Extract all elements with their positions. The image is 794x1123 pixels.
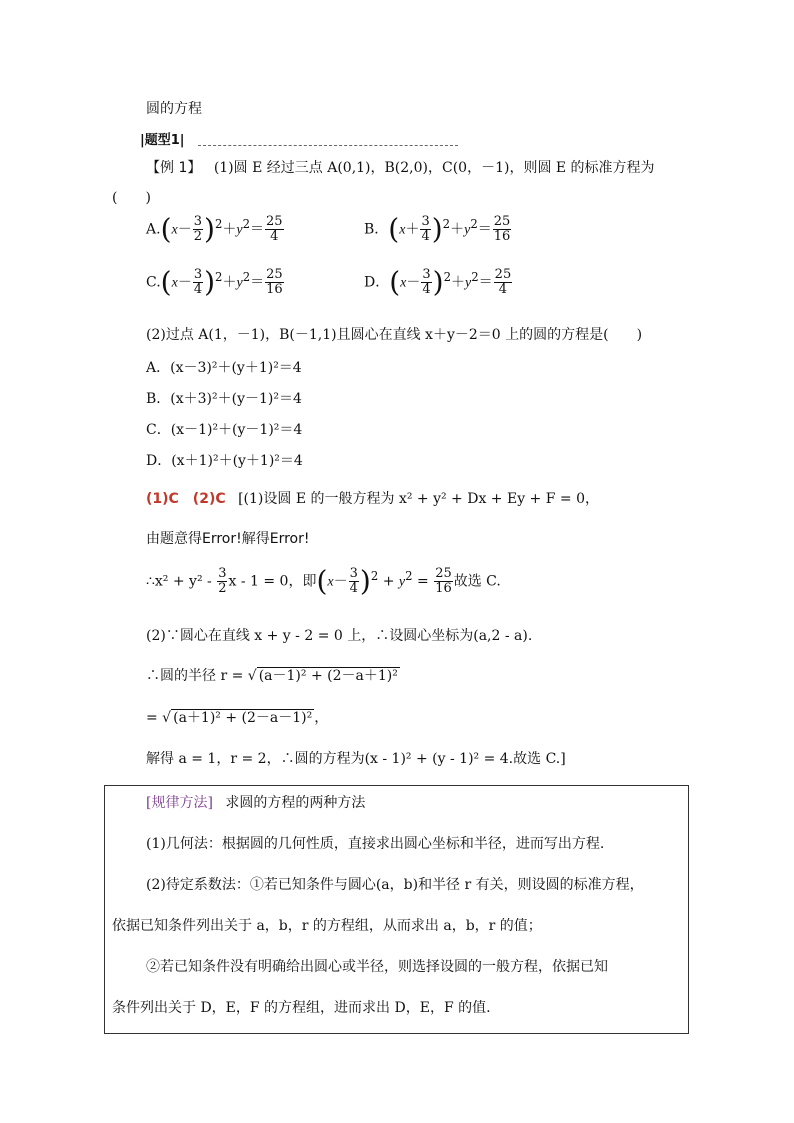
question-type-tag: |题型1| — [140, 133, 185, 148]
question-1-text: (1)圆 E 经过三点 A(0,1)，B(2,0)，C(0，－1)，则圆 E 的标准方程为 — [213, 160, 655, 176]
question-2-option-b: B．(x＋3)²＋(y－1)²＝4 — [146, 391, 302, 407]
question-2-text: (2)过点 A(1，－1)，B(－1,1)且圆心在直线 x＋y－2＝0 上的圆的方程是( ) — [146, 327, 643, 343]
tag-dashed-rule — [198, 145, 458, 146]
question-2-option-a: A．(x－3)²＋(y＋1)²＝4 — [146, 360, 302, 376]
section-heading: 圆的方程 — [146, 101, 202, 117]
option-c: C.(x－ $\frac{3}{4}$ )$^2+y^2=$ $\frac{25}{16}$ — [146, 265, 283, 299]
solution-line-7: 解得 a = 1，r = 2，∴圆的方程为(x - 1)² + (y - 1)² = 4.故选 C.] — [146, 751, 566, 767]
solution-line-1: (1)C (2)C [(1)设圆 E 的一般方程为 x² + y² + Dx + Ey + F = 0， — [146, 491, 599, 507]
question-1-paren: ( ) — [112, 190, 151, 206]
solution-line-4: (2)∵圆心在直线 x + y - 2 = 0 上，∴设圆心坐标为(a,2 - a). — [146, 628, 533, 644]
method-paragraph-1: (1)几何法：根据圆的几何性质，直接求出圆心坐标和半径，进而写出方程. — [146, 836, 605, 852]
option-a: A.(x－ $\frac{3}{2}$ )$^2+y^2=$ $\frac{25}{4}$ — [146, 212, 283, 246]
method-paragraph-2a: (2)待定系数法：①若已知条件与圆心(a，b)和半径 r 有关，则设圆的标准方程， — [146, 877, 644, 893]
option-d: D．(x－ $\frac{3}{4}$ )$^2+y^2=$ $\frac{25}{4}$ — [364, 265, 512, 299]
solution-line-6: = √ (a＋1)² + (2－a－1)² ， — [146, 710, 329, 726]
solution-line-5: ∴圆的半径 r = √ (a－1)² + (2－a＋1)² — [146, 668, 398, 684]
example-1-question-1 — [146, 157, 655, 177]
solution-line-3: ∴x² + y² - $\frac{3}{2}$ x - 1 = 0，即(x－ $\frac{3}{4}$ )$^2 + y^2$ = $\frac{25}{16}$ 故选 C. — [146, 564, 501, 598]
question-2-option-c: C．(x－1)²＋(y－1)²＝4 — [146, 422, 303, 438]
question-2-option-d: D．(x＋1)²＋(y＋1)²＝4 — [146, 453, 303, 469]
example-label: 【例 1】 — [146, 160, 202, 176]
option-b: B．(x＋ $\frac{3}{4}$ )$^2+y^2=$ $\frac{25}{16}$ — [364, 212, 511, 246]
solution-line-2: 由题意得Error!解得Error! — [146, 531, 310, 547]
method-paragraph-2b: 依据已知条件列出关于 a，b，r 的方程组，从而求出 a，b，r 的值； — [112, 918, 542, 934]
method-paragraph-3b: 条件列出关于 D，E，F 的方程组，进而求出 D，E，F 的值. — [112, 1000, 491, 1016]
method-box-title: [规律方法] 求圆的方程的两种方法 — [146, 795, 366, 811]
method-paragraph-3a: ②若已知条件没有明确给出圆心或半径，则选择设圆的一般方程，依据已知 — [146, 959, 608, 975]
answer-key: (1)C (2)C — [146, 491, 226, 507]
